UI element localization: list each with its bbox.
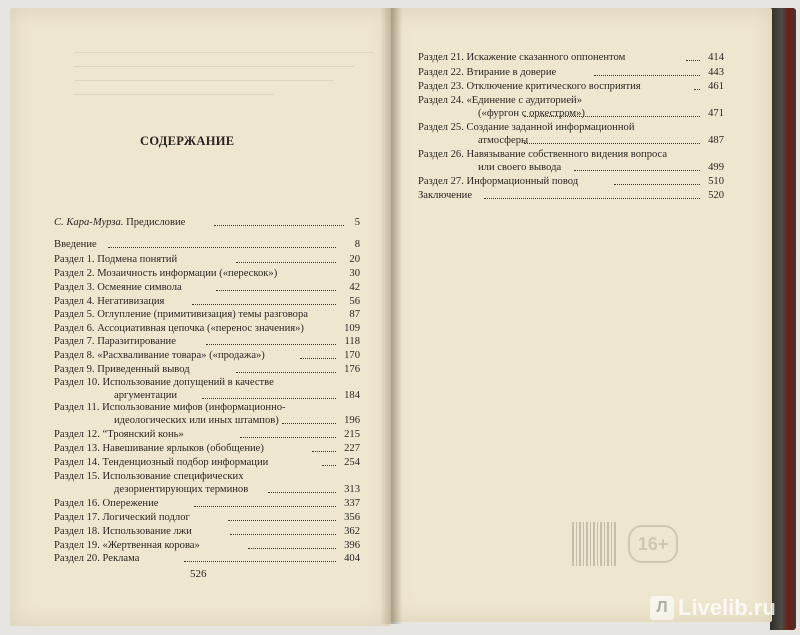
dot-leader: [614, 172, 700, 185]
toc-entry-label: Раздел 10. Использование допущений в качестве: [54, 377, 274, 388]
toc-entry-label: Раздел 15. Использование специфических: [54, 471, 244, 482]
book-cover-edge: [770, 8, 796, 630]
bleed-through-line: [74, 94, 274, 95]
bleed-through-line: [74, 80, 334, 81]
toc-page-number: 487: [708, 135, 724, 146]
toc-page-number: 196: [344, 415, 360, 426]
toc-page-number: 118: [344, 336, 360, 347]
toc-page-number: 42: [349, 282, 360, 293]
toc-entry-label: Раздел 9. Приведенный вывод: [54, 364, 190, 375]
dot-leader: [524, 131, 700, 144]
toc-page-number: 362: [344, 526, 360, 537]
toc-page-number: 471: [708, 108, 724, 119]
toc-page-number: 184: [344, 390, 360, 401]
toc-entry: [54, 470, 360, 496]
toc-page-number: 356: [344, 512, 360, 523]
dot-leader: [194, 494, 336, 507]
toc-entry-label: Раздел 1. Подмена понятий: [54, 254, 178, 265]
toc-entry-label: [54, 216, 185, 229]
toc-page-number: 254: [344, 457, 360, 468]
barcode-bleed: [572, 522, 618, 566]
livelib-watermark: [650, 594, 776, 622]
toc-entry-label: Раздел 13. Навешивание ярлыков (обобщение): [54, 443, 264, 454]
toc-page-number: 170: [344, 350, 360, 361]
toc-entry-label: Раздел 20. Реклама: [54, 553, 140, 564]
toc-page-number: 56: [349, 296, 360, 307]
toc-title: СОДЕРЖАНИЕ: [140, 134, 235, 148]
toc-entry-continuation: атмосферы: [478, 135, 529, 146]
toc-entry: [54, 456, 360, 469]
toc-entry: [418, 80, 724, 93]
bleed-through-line: [74, 52, 374, 53]
toc-page-number: 499: [708, 162, 724, 173]
toc-page-number: 215: [344, 429, 360, 440]
preface-label: Предисловие: [126, 217, 186, 228]
toc-entry-label: Раздел 8. «Расхваливание товара» («продажа»): [54, 350, 265, 361]
toc-entry-label: Раздел 4. Негативизация: [54, 296, 165, 307]
dot-leader: [594, 63, 700, 76]
dot-leader: [248, 536, 336, 549]
livelib-logo-icon: Л: [650, 596, 674, 620]
toc-page-number: 510: [708, 176, 724, 187]
dot-leader: [268, 480, 336, 493]
toc-entry-continuation: дезориентирующих терминов: [114, 484, 249, 495]
toc-entry-label: Раздел 3. Осмеяние символа: [54, 282, 182, 293]
toc-entry-continuation: идеологических или иных штампов): [114, 415, 279, 426]
dot-leader: [282, 411, 336, 424]
toc-entry: [54, 552, 360, 565]
toc-entry-label: Раздел 14. Тенденциозный подбор информации: [54, 457, 269, 468]
toc-entry-label: Раздел 24. «Единение с аудиторией»: [418, 95, 583, 106]
toc-entry: [418, 66, 724, 79]
toc-entry-label: Раздел 12. “Троянский конь»: [54, 429, 184, 440]
preface-author: С. Кара-Мурза.: [54, 217, 124, 228]
toc-page-number: 176: [344, 364, 360, 375]
dot-leader: [184, 549, 336, 562]
toc-entry-label: Раздел 22. Втирание в доверие: [418, 67, 557, 78]
toc-entry-label: Раздел 21. Искажение сказанного оппонентом: [418, 52, 626, 63]
toc-entry-label: Раздел 23. Отключение критического восприятия: [418, 81, 641, 92]
toc-page-number: 520: [708, 190, 724, 201]
toc-page-number: 443: [708, 67, 724, 78]
toc-entry-label: Раздел 25. Создание заданной информационной: [418, 122, 635, 133]
toc-entry-continuation: или своего вывода: [478, 162, 562, 173]
toc-entry-label: Раздел 2. Мозаичность информации («перескок»): [54, 268, 278, 279]
toc-page-number: 461: [708, 81, 724, 92]
toc-page-number: 8: [354, 239, 360, 250]
watermark-text: Livelib.ru: [678, 595, 776, 620]
toc-entry-continuation: аргументации: [114, 390, 178, 401]
dot-leader: [524, 104, 700, 117]
toc-entry-label: Раздел 27. Информационный повод: [418, 176, 579, 187]
toc-entry-label: Раздел 6. Ассоциативная цепочка («перенос значения»): [54, 323, 304, 334]
toc-entry-label: Введение: [54, 239, 97, 250]
toc-page-number: 20: [349, 254, 360, 265]
dot-leader: [574, 158, 700, 171]
dot-leader: [312, 439, 336, 452]
toc-entry: [54, 442, 360, 455]
dot-leader: [202, 386, 336, 399]
toc-page-number: 30: [349, 268, 360, 279]
book-gutter: [380, 8, 402, 624]
toc-page-number: 109: [344, 323, 360, 334]
toc-entry-label: Раздел 17. Логический подлог: [54, 512, 190, 523]
toc-entry-label: Раздел 16. Опережение: [54, 498, 159, 509]
toc-entry-label: Раздел 7. Паразитирование: [54, 336, 176, 347]
age-rating-badge: 16+: [628, 525, 678, 563]
dot-leader: [214, 213, 344, 226]
dot-leader: [228, 508, 336, 521]
toc-entry: [418, 148, 724, 174]
toc-entry-label: Раздел 18. Использование лжи: [54, 526, 192, 537]
toc-entry-continuation: («фургон с оркестром»): [478, 108, 585, 119]
page-folio: 526: [190, 568, 207, 580]
toc-entry: [54, 401, 360, 427]
dot-leader: [484, 186, 700, 199]
toc-entry-label: Раздел 5. Оглупление (примитивизация) темы разговора: [54, 309, 308, 320]
dot-leader: [694, 77, 700, 90]
toc-entry-label: Раздел 19. «Жертвенная корова»: [54, 540, 200, 551]
bleed-through-imprint: [190, 226, 370, 386]
dot-leader: [230, 522, 336, 535]
toc-entry: [418, 94, 724, 120]
toc-page-number: 87: [349, 309, 360, 320]
toc-page-number: 396: [344, 540, 360, 551]
toc-page-number: 227: [344, 443, 360, 454]
dot-leader: [686, 48, 700, 61]
toc-entry-label: Раздел 26. Навязывание собственного видения вопроса: [418, 149, 668, 160]
toc-entry-label: Заключение: [418, 190, 473, 201]
dot-leader: [240, 425, 336, 438]
left-page: [10, 8, 390, 626]
dot-leader: [322, 453, 336, 466]
toc-page-number: 337: [344, 498, 360, 509]
toc-entry-label: Раздел 11. Использование мифов (информационно-: [54, 402, 286, 413]
toc-page-number: 404: [344, 553, 360, 564]
bleed-through-line: [74, 66, 354, 67]
toc-entry: [418, 121, 724, 147]
toc-entry: [418, 189, 724, 202]
toc-page-number: 5: [354, 217, 360, 228]
toc-page-number: 313: [344, 484, 360, 495]
toc-page-number: 414: [708, 52, 724, 63]
